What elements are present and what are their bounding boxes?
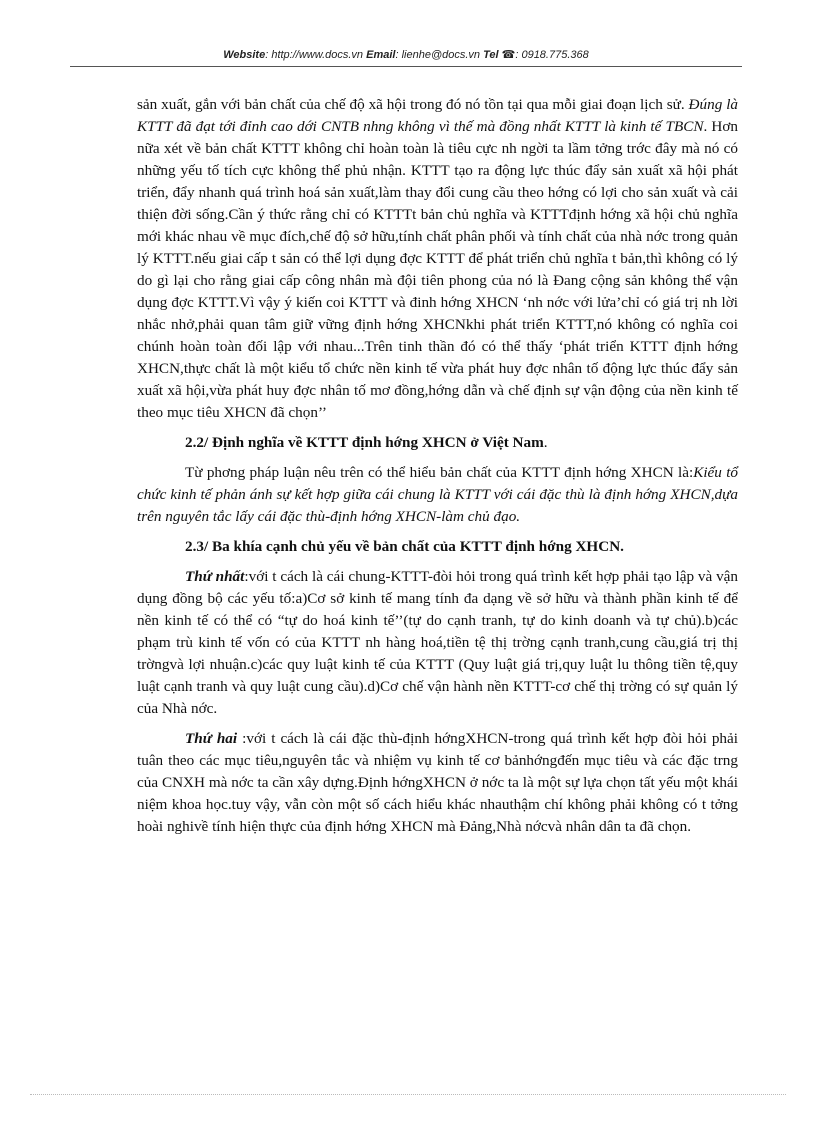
section-heading-2-2 — [137, 432, 738, 454]
phone-icon: ☎ — [501, 49, 516, 61]
paragraph-1-start: sản xuất, gắn với bản chất của chế độ xã hội trong đó nó tồn tại qua mỗi giai đoạn lịch sử. — [137, 96, 689, 113]
section-heading-2-3: 2.3/ Ba khía cạnh chủ yếu về bản chất của KTTT định hớng XHCN. — [185, 538, 624, 555]
email-value: : lienhe@docs.vn — [395, 49, 481, 61]
paragraph-1 — [137, 94, 738, 424]
footer-divider — [30, 1094, 786, 1095]
paragraph-3-text: :với t cách là cái chung-KTTT-đòi hỏi trong quá trình kết hợp phải tạo lập và vận dụng đồng bộ các yếu tố:a)Cơ sở kinh tế mang tính đa dạng về sở hữu và thành phần kinh tế để nền kinh tế có thể có “tự do hoá kinh tế’’(tự do cạnh tranh, tự do kinh doanh và tự chủ).b)các phạm trù kinh tế vốn có của KTTT nh hàng hoá,tiền tệ thị trờng cạnh tranh,cung cầu,giá trị thị trờngvà lợi nhuận.c)các quy luật kinh tế của KTTT (Quy luật giá trị,quy luật lu thông tiền tệ,quy luật cạnh tranh và quy luật cung cầu).d)Cơ chế vận hành nền KTTT-cơ chế thị trờng có sự quản lý của Nhà nớc. — [137, 568, 738, 717]
tel-value: : 0918.775.368 — [515, 49, 589, 61]
document-body — [137, 94, 738, 838]
paragraph-2 — [137, 462, 738, 528]
paragraph-4 — [137, 728, 738, 838]
page-header — [70, 48, 742, 61]
paragraph-2-definition: Kiểu tổ chức kinh tế phản ánh sự kết hợp giữa cái chung là KTTT với cái đặc thù là định hớng XHCN,dựa trên nguyên tắc lấy cái đặc thù-định hớng XHCN-làm chủ đạo. — [137, 464, 739, 525]
email-label: Email — [366, 49, 396, 61]
paragraph-3-lead: Thứ nhất — [185, 568, 245, 585]
header-divider — [70, 66, 742, 67]
paragraph-1-italic: Đúng là KTTT đã đạt tới đỉnh cao dới CNTB nhng không vì thế mà đồng nhất KTTT là kinh tế TBCN — [137, 96, 739, 135]
paragraph-4-lead: Thứ hai — [185, 730, 238, 747]
section-heading-2-2-dot: . — [543, 434, 548, 451]
tel-label: Tel — [483, 49, 499, 61]
website-label: Website — [223, 49, 266, 61]
paragraph-2-start: Từ phơng pháp luận nêu trên có thể hiểu bản chất của KTTT định hớng XHCN là: — [185, 464, 694, 481]
paragraph-3 — [137, 566, 738, 720]
website-value: : http://www.docs.vn — [265, 49, 364, 61]
paragraph-4-text: :với t cách là cái đặc thù-định hớngXHCN-trong quá trình kết hợp đòi hỏi phải tuân theo các mục tiêu,nguyên tắc và nhiệm vụ kinh tế cơ bảnhớngđến mục tiêu và các đặc trng của CNXH mà nớc ta cần xây dựng.Định hớngXHCN ở nớc ta là một sự lựa chọn tất yếu một khái niệm khoa học.tuy vậy, vẫn còn một số cách hiểu khác nhauthậm chí không phải không có t tởng hoài nghivề tính hiện thực của định hớng XHCN mà Đảng,Nhà nớcvà nhân dân ta đã chọn. — [137, 730, 738, 835]
section-heading-2-2-text: 2.2/ Định nghĩa về KTTT định hớng XHCN ở Việt Nam — [185, 434, 544, 451]
paragraph-1-rest: . Hơn nữa xét về bản chất KTTT không chỉ hoàn toàn là tiêu cực nh ngời ta lầm tởng trớc đây mà nó có những yếu tố tích cực không thể phủ nhận. KTTT tạo ra động lực thúc đẩy sản xuất xã hội phát triển, đẩy nhanh quá trình hoá sản xuất,làm thay đổi cung cầu theo hớng có lợi cho sản xuất và cải thiện đời sống.Cần ý thức rằng chỉ có KTTTt bản chủ nghĩa và KTTTđịnh hớng xã hội chủ nghĩa mới khác nhau về mục đích,chế độ sở hữu,tính chất phân phối và tính chất của nhà nớc trong quản lý KTTT.nếu giai cấp t sản có thể lợi dụng đợc KTTT để phát triển chủ nghĩa t bản,thì không có lý do gì lại cho rằng giai cấp công nhân mà đội tiên phong của nó là Đang cộng sản không thể vận dụng đợc KTTT.Vì vậy ý kiến coi KTTT và đinh hớng XHCN ‘nh nớc với lửa’chỉ có giá trị nh lời nhắc nhở,phải quan tâm giữ vững định hớng XHCNkhi phát triển KTTT,nó không có nghĩa coi chúnh hoàn toàn đối lập với nhau...Trên tinh thần đó có thể thấy ‘phát triển KTTT định hớng XHCN,thực chất là một kiểu tổ chức nền kinh tế vừa phát huy đợc nhân tố động lực thúc đẩy sản xuất xã hội,vừa phát huy đợc nhân tố mơ đồng,hớng dẫn và chế định sự vận động của nền kinh tế theo mục tiêu XHCN đã chọn’’ — [137, 118, 738, 421]
